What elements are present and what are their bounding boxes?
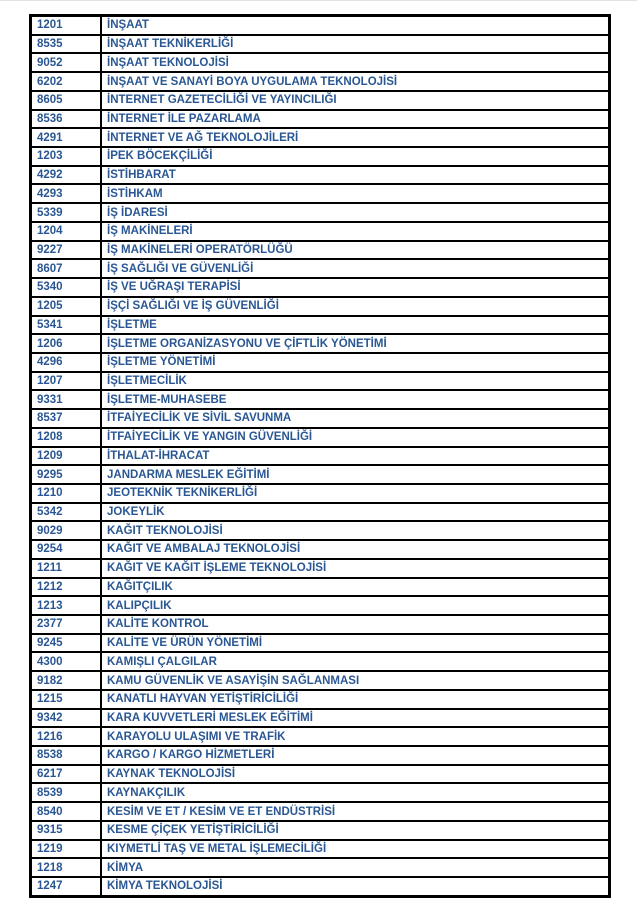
table-row	[31, 147, 610, 166]
program-code-cell: 1216	[31, 727, 102, 746]
table-row	[31, 184, 610, 203]
table-row	[31, 840, 610, 859]
table-row	[31, 203, 610, 222]
table-row	[31, 222, 610, 241]
program-name-cell: İSTİHBARAT	[101, 166, 610, 185]
table-row	[31, 540, 610, 559]
program-name-cell: KAĞITÇILIK	[101, 578, 610, 597]
program-code-cell: 1208	[31, 428, 102, 447]
program-code-cell: 4292	[31, 166, 102, 185]
table-row	[31, 72, 610, 91]
table-row	[31, 503, 610, 522]
program-code-cell: 1205	[31, 297, 102, 316]
program-code-cell: 1212	[31, 578, 102, 597]
program-name-cell: KARA KUVVETLERİ MESLEK EĞİTİMİ	[101, 709, 610, 728]
table-row	[31, 484, 610, 503]
program-name-cell: İNŞAAT VE SANAYİ BOYA UYGULAMA TEKNOLOJİSİ	[101, 72, 610, 91]
program-code-cell: 4291	[31, 128, 102, 147]
program-code-cell: 1215	[31, 690, 102, 709]
program-name-cell: İŞ SAĞLIĞI VE GÜVENLİĞİ	[101, 259, 610, 278]
program-name-cell: İŞLETMECİLİK	[101, 372, 610, 391]
table-row	[31, 858, 610, 877]
program-code-cell: 1211	[31, 559, 102, 578]
program-code-cell: 9254	[31, 540, 102, 559]
program-code-cell: 4293	[31, 184, 102, 203]
program-code-cell: 8607	[31, 259, 102, 278]
table-row	[31, 128, 610, 147]
program-name-cell: KESME ÇİÇEK YETİŞTİRİCİLİĞİ	[101, 821, 610, 840]
program-name-cell: İŞLETME	[101, 316, 610, 335]
program-code-cell: 1210	[31, 484, 102, 503]
program-code-cell: 1209	[31, 447, 102, 466]
program-name-cell: İŞ VE UĞRAŞI TERAPİSİ	[101, 278, 610, 297]
program-name-cell: İŞLETME-MUHASEBE	[101, 390, 610, 409]
table-row	[31, 709, 610, 728]
program-name-cell: KAĞIT VE KAĞIT İŞLEME TEKNOLOJİSİ	[101, 559, 610, 578]
table-row	[31, 334, 610, 353]
table-row	[31, 259, 610, 278]
program-code-cell: 1203	[31, 147, 102, 166]
program-code-cell: 9245	[31, 634, 102, 653]
program-code-cell: 8535	[31, 35, 102, 54]
program-code-cell: 2377	[31, 615, 102, 634]
program-name-cell: İŞ İDARESİ	[101, 203, 610, 222]
programs-table-body	[31, 16, 610, 897]
program-code-cell: 1218	[31, 858, 102, 877]
program-name-cell: İŞ MAKİNELERİ	[101, 222, 610, 241]
table-row	[31, 390, 610, 409]
program-name-cell: KALIPÇILIK	[101, 596, 610, 615]
program-name-cell: KAĞIT TEKNOLOJİSİ	[101, 521, 610, 540]
table-row	[31, 409, 610, 428]
program-name-cell: İŞÇİ SAĞLIĞI VE İŞ GÜVENLİĞİ	[101, 297, 610, 316]
program-name-cell: KARGO / KARGO HİZMETLERİ	[101, 746, 610, 765]
program-name-cell: İNTERNET İLE PAZARLAMA	[101, 110, 610, 129]
table-row	[31, 316, 610, 335]
program-code-cell: 8538	[31, 746, 102, 765]
program-code-cell: 6202	[31, 72, 102, 91]
program-name-cell: İNŞAAT TEKNOLOJİSİ	[101, 53, 610, 72]
table-row	[31, 821, 610, 840]
table-row	[31, 35, 610, 54]
program-code-cell: 8537	[31, 409, 102, 428]
program-code-cell: 1201	[31, 16, 102, 35]
program-code-cell: 9052	[31, 53, 102, 72]
program-code-cell: 4296	[31, 353, 102, 372]
program-code-cell: 9182	[31, 671, 102, 690]
program-name-cell: KAĞIT VE AMBALAJ TEKNOLOJİSİ	[101, 540, 610, 559]
program-name-cell: KAYNAKÇILIK	[101, 783, 610, 802]
table-row	[31, 241, 610, 260]
program-name-cell: KESİM VE ET / KESİM VE ET ENDÜSTRİSİ	[101, 802, 610, 821]
program-code-cell: 1219	[31, 840, 102, 859]
program-name-cell: İŞLETME YÖNETİMİ	[101, 353, 610, 372]
table-row	[31, 278, 610, 297]
table-row	[31, 746, 610, 765]
program-name-cell: KİMYA	[101, 858, 610, 877]
program-code-cell: 1213	[31, 596, 102, 615]
table-row	[31, 91, 610, 110]
table-row	[31, 428, 610, 447]
program-code-cell: 5342	[31, 503, 102, 522]
program-name-cell: İNTERNET GAZETECİLİĞİ VE YAYINCILIĞI	[101, 91, 610, 110]
table-row	[31, 353, 610, 372]
table-row	[31, 615, 610, 634]
program-name-cell: KAMU GÜVENLİK VE ASAYİŞİN SAĞLANMASI	[101, 671, 610, 690]
program-code-cell: 9227	[31, 241, 102, 260]
table-row	[31, 596, 610, 615]
program-name-cell: İTHALAT-İHRACAT	[101, 447, 610, 466]
program-name-cell: KIYMETLİ TAŞ VE METAL İŞLEMECİLİĞİ	[101, 840, 610, 859]
table-row	[31, 166, 610, 185]
program-code-cell: 8539	[31, 783, 102, 802]
table-row	[31, 634, 610, 653]
program-name-cell: KAYNAK TEKNOLOJİSİ	[101, 765, 610, 784]
program-name-cell: KALİTE KONTROL	[101, 615, 610, 634]
table-row	[31, 465, 610, 484]
program-code-cell: 9295	[31, 465, 102, 484]
table-row	[31, 53, 610, 72]
table-row	[31, 727, 610, 746]
program-name-cell: İPEK BÖCEKÇİLİĞİ	[101, 147, 610, 166]
program-code-cell: 5339	[31, 203, 102, 222]
program-code-cell: 1207	[31, 372, 102, 391]
table-row	[31, 671, 610, 690]
program-name-cell: İŞ MAKİNELERİ OPERATÖRLÜĞÜ	[101, 241, 610, 260]
table-row	[31, 372, 610, 391]
program-code-cell: 5340	[31, 278, 102, 297]
program-name-cell: KARAYOLU ULAŞIMI VE TRAFİK	[101, 727, 610, 746]
program-code-cell: 5341	[31, 316, 102, 335]
table-row	[31, 877, 610, 896]
table-row	[31, 559, 610, 578]
program-code-cell: 8536	[31, 110, 102, 129]
program-code-cell: 9342	[31, 709, 102, 728]
program-name-cell: İSTİHKAM	[101, 184, 610, 203]
program-name-cell: JOKEYLİK	[101, 503, 610, 522]
program-code-cell: 4300	[31, 652, 102, 671]
program-code-cell: 8605	[31, 91, 102, 110]
programs-table	[29, 14, 611, 898]
program-code-cell: 1206	[31, 334, 102, 353]
program-code-cell: 1247	[31, 877, 102, 896]
program-code-cell: 9331	[31, 390, 102, 409]
program-name-cell: KAMIŞLI ÇALGILAR	[101, 652, 610, 671]
table-row	[31, 578, 610, 597]
program-code-cell: 8540	[31, 802, 102, 821]
table-row	[31, 783, 610, 802]
table-row	[31, 16, 610, 35]
program-code-cell: 1204	[31, 222, 102, 241]
program-name-cell: İNŞAAT	[101, 16, 610, 35]
program-code-cell: 9315	[31, 821, 102, 840]
table-row	[31, 110, 610, 129]
program-name-cell: İNTERNET VE AĞ TEKNOLOJİLERİ	[101, 128, 610, 147]
table-row	[31, 652, 610, 671]
table-row	[31, 447, 610, 466]
program-name-cell: JEOTEKNİK TEKNİKERLİĞİ	[101, 484, 610, 503]
table-row	[31, 802, 610, 821]
program-name-cell: KANATLI HAYVAN YETİŞTİRİCİLİĞİ	[101, 690, 610, 709]
table-row	[31, 765, 610, 784]
table-row	[31, 521, 610, 540]
program-name-cell: KALİTE VE ÜRÜN YÖNETİMİ	[101, 634, 610, 653]
program-name-cell: KİMYA TEKNOLOJİSİ	[101, 877, 610, 896]
program-code-cell: 6217	[31, 765, 102, 784]
program-name-cell: İTFAİYECİLİK VE YANGIN GÜVENLİĞİ	[101, 428, 610, 447]
program-name-cell: İŞLETME ORGANİZASYONU VE ÇİFTLİK YÖNETİMİ	[101, 334, 610, 353]
program-name-cell: JANDARMA MESLEK EĞİTİMİ	[101, 465, 610, 484]
program-name-cell: İTFAİYECİLİK VE SİVİL SAVUNMA	[101, 409, 610, 428]
program-name-cell: İNŞAAT TEKNİKERLİĞİ	[101, 35, 610, 54]
program-code-cell: 9029	[31, 521, 102, 540]
table-row	[31, 297, 610, 316]
table-row	[31, 690, 610, 709]
